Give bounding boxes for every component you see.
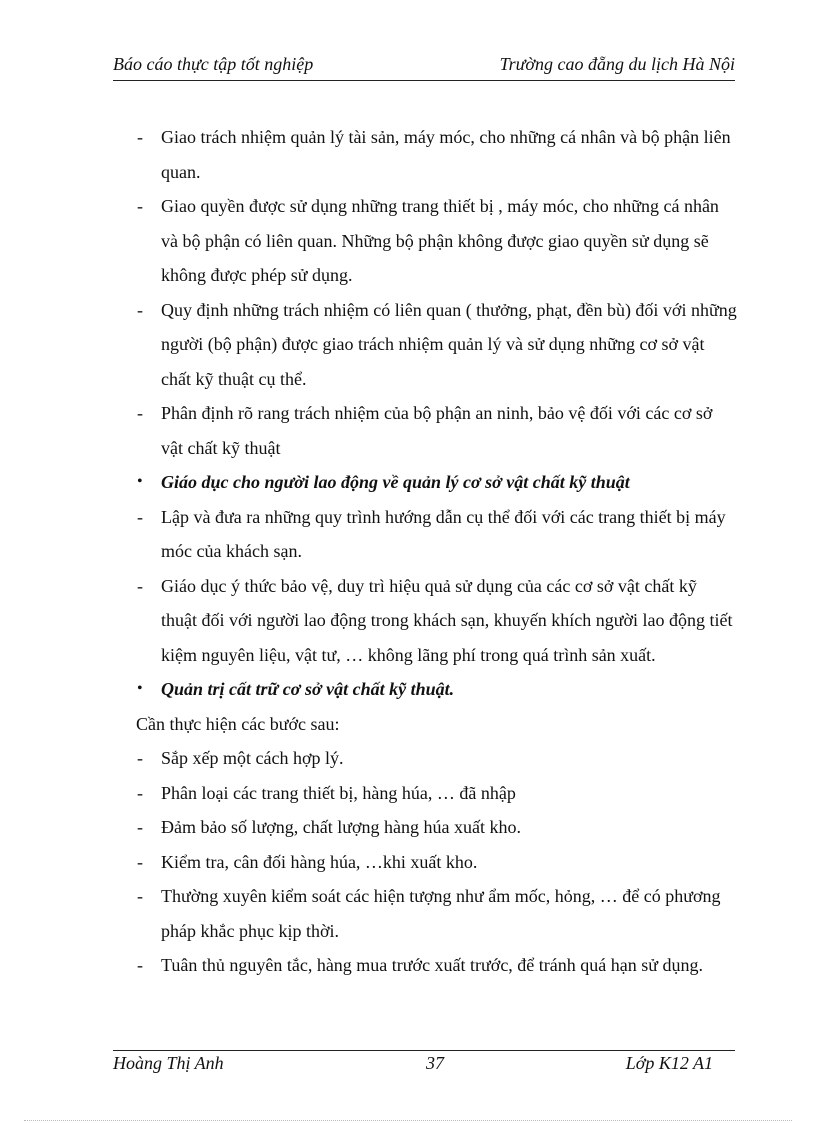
list-item: - Đảm bảo số lượng, chất lượng hàng húa xuất kho. xyxy=(137,817,521,837)
page-footer xyxy=(113,1050,735,1079)
list-item: - Giáo dục ý thức bảo vệ, duy trì hiệu quả sử dụng của các cơ sở vật chất kỹ thuật đối với người lao động trong khách sạn, khuyến khích người lao động tiết kiệm nguyên liệu, vật tư, … không lãng phí trong quá trình sản xuất. xyxy=(137,575,733,665)
list-item: - Kiểm tra, cân đối hàng húa, …khi xuất kho. xyxy=(137,851,478,872)
bullet-icon: • xyxy=(137,473,143,490)
list-item: - Phân loại các trang thiết bị, hàng húa, … đã nhập xyxy=(137,782,516,803)
list-item: - Giao quyền được sử dụng những trang thiết bị , máy móc, cho những cá nhân và bộ phận có liên quan. Những bộ phận không được giao quyền sử dụng sẽ không được phép sử dụng. xyxy=(137,196,719,285)
footer-author: Hoàng Thị Anh xyxy=(113,1053,224,1073)
bullet-icon: • xyxy=(137,680,143,697)
list-item: - Tuân thủ nguyên tắc, hàng mua trước xuất trước, để tránh quá hạn sử dụng. xyxy=(137,955,704,975)
list-item: - Giao trách nhiệm quản lý tài sản, máy móc, cho những cá nhân và bộ phận liên quan. xyxy=(137,127,731,182)
list-item: - Thường xuyên kiểm soát các hiện tượng như ẩm mốc, hỏng, … để có phương pháp khắc phục kịp thời. xyxy=(137,886,721,941)
section-heading: • Quản trị cất trữ cơ sở vật chất kỹ thuật. xyxy=(137,672,737,707)
list-item: - Phân định rõ rang trách nhiệm của bộ phận an ninh, bảo vệ đối với các cơ sở vật chất kỹ thuật xyxy=(137,403,713,458)
page-body xyxy=(137,120,737,983)
header-report-title: Báo cáo thực tập tốt nghiệp xyxy=(113,54,314,74)
footer-class: Lớp K12 A1 xyxy=(625,1053,713,1073)
list-item: - Sắp xếp một cách hợp lý. xyxy=(137,748,344,768)
page-number: 37 xyxy=(426,1053,444,1073)
intro-text: Cần thực hiện các bước sau: xyxy=(136,713,340,734)
page-edge-divider xyxy=(24,1120,792,1121)
list-item: - Lập và đưa ra những quy trình hướng dẫn cụ thể đối với các trang thiết bị máy móc của khách sạn. xyxy=(137,506,726,561)
page-header xyxy=(113,52,735,81)
list-item: - Quy định những trách nhiệm có liên quan ( thưởng, phạt, đền bù) đối với những người (bộ phận) được giao trách nhiệm quản lý và sử dụng những cơ sở vật chất kỹ thuật cụ thể. xyxy=(137,299,737,389)
section-heading: • Giáo dục cho người lao động về quản lý cơ sở vật chất kỹ thuật xyxy=(137,465,737,500)
header-school-name: Trường cao đẵng du lịch Hà Nội xyxy=(499,54,735,74)
